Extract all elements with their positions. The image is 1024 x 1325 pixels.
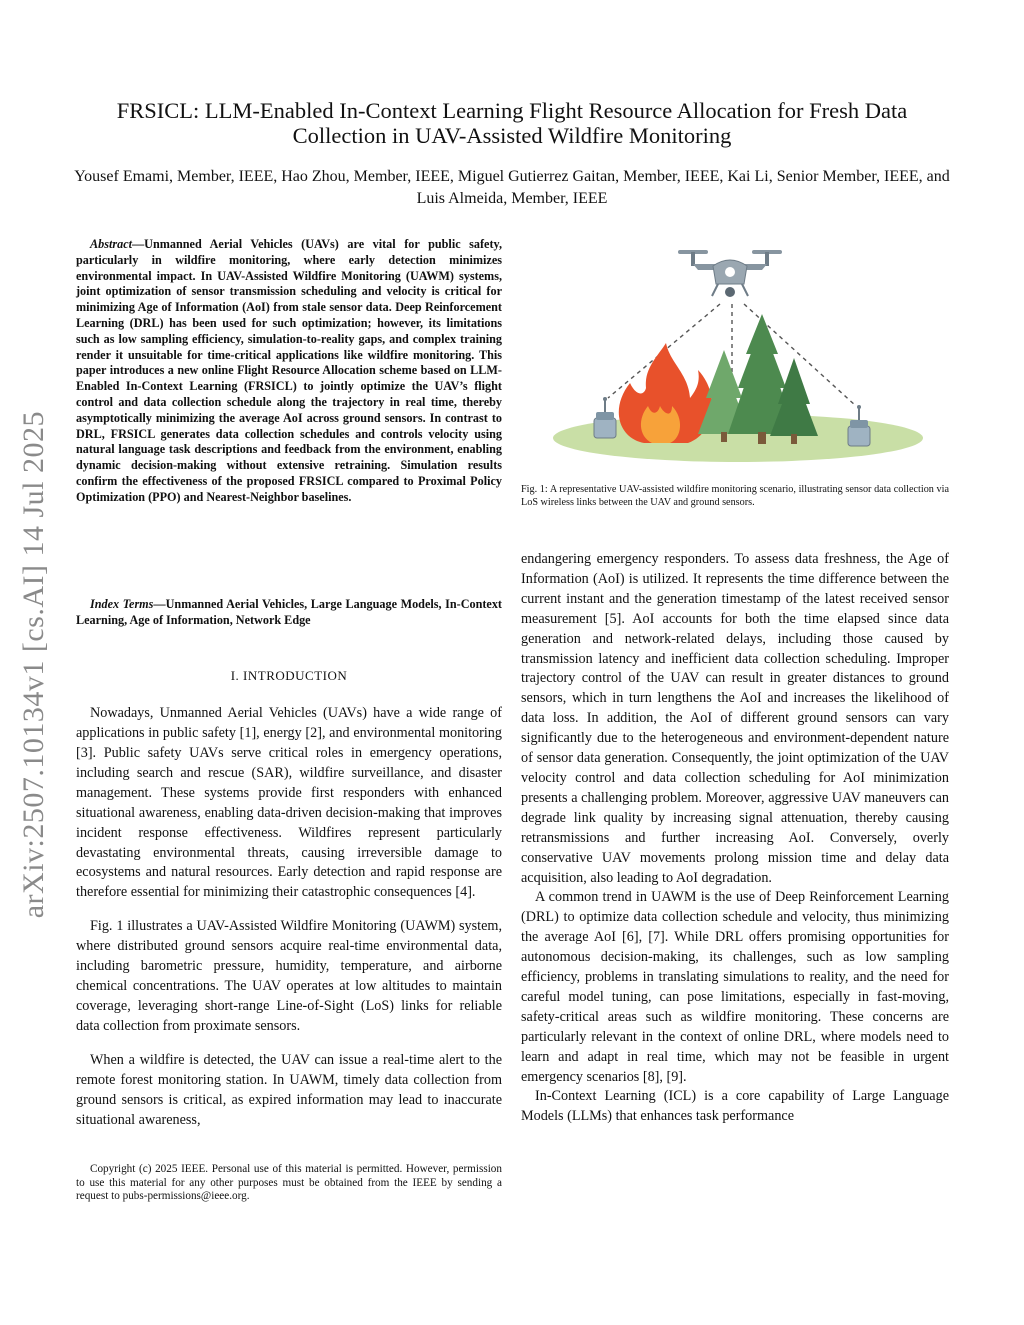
intro-paragraph-1: Nowadays, Unmanned Aerial Vehicles (UAVs) have a wide range of applications in public safety [1], energy [2], and environmental monitoring [3]. Public safety UAVs serve critical roles in emergency operations, including search and rescue (SAR), wildfire surveillance, and disaster management. These systems provide first responders with enhanced situational awareness, enabling data-driven decision-making that improves incident response effectiveness. Wildfires represent particularly devastating environmental threats, causing irreversible damage to ecosystems and natural resources. Early detection and rapid response are therefore essential for minimizing their catastrophic consequences [4]. — [76, 705, 502, 901]
index-terms-label: Index Terms — [90, 597, 154, 611]
ground-sensor-right-icon — [848, 405, 870, 446]
abstract — [76, 237, 502, 506]
pine-trees-icon — [698, 314, 818, 444]
section-heading-introduction: I. INTRODUCTION — [230, 668, 348, 683]
figure-1-illustration — [548, 238, 928, 470]
abstract-text: —Unmanned Aerial Vehicles (UAVs) are vital for public safety, particularly in wildfire monitoring, where early detection minimizes environmental impact. In UAV-Assisted Wildfire Monitoring (UAWM) systems, joint optimization of sensor transmission scheduling and velocity is critical for minimizing Age of Information (AoI) from stale sensor data. Deep Reinforcement Learning (DRL) has been used for such optimization; however, its limitations such as low sampling efficiency, simulation-to-reality gaps, and complex training render it unsuitable for time-critical applications like wildfire monitoring. This paper introduces a new online Flight Resource Allocation scheme based on LLM-Enabled In-Context Learning (FRSICL) to jointly optimize the UAV’s flight control and data collection schedule along the trajectory in real time, thereby asymptotically minimizing the average AoI across ground sensors. In contrast to DRL, FRSICL generates data collection schedules and controls velocity using natural language task descriptions and feedback from the environment, enabling dynamic decision-making without extensive retraining. Simulation results confirm the effectiveness of the proposed FRSICL compared to Proximal Policy Optimization (PPO) and Nearest-Neighbor baselines. — [76, 237, 502, 504]
index-terms-text: —Unmanned Aerial Vehicles, Large Language Models, In-Context Learning, Age of Information, Network Edge — [76, 597, 502, 627]
right-paragraph-2: A common trend in UAWM is the use of Deep Reinforcement Learning (DRL) to optimize data collection schedule and velocity, thus minimizing the average AoI [6], [7]. While DRL offers promising opportunities for autonomous decision-making, its challenges, such as low sampling efficiency, problems in translating simulations to reality, and the need for careful model tuning, can pose limitations, especially in fast-moving, safety-critical areas such as wildfire monitoring. These concerns are particularly relevant in the context of online DRL, where models need to learn and adapt in real time, which may not be feasible in urgent emergency scenarios [8], [9]. — [521, 889, 949, 1085]
arxiv-identifier — [14, 380, 54, 950]
copyright-notice: Copyright (c) 2025 IEEE. Personal use of this material is permitted. However, permission to use this material for any other purposes must be obtained from the IEEE by sending a request to pubs-permissions@ieee.org. — [76, 1163, 502, 1203]
uav-wildfire-scene — [548, 238, 928, 470]
paper-title: FRSICL: LLM-Enabled In-Context Learning Flight Resource Allocation for Fresh Data Collection in UAV-Assisted Wildfire Monitoring — [116, 98, 908, 148]
author-list: Yousef Emami, Member, IEEE, Hao Zhou, Member, IEEE, Miguel Gutierrez Gaitan, Member, IEEE, Kai Li, Senior Member, IEEE, and Luis Almeida, Member, IEEE — [74, 168, 950, 207]
uav-drone-icon — [678, 250, 782, 297]
ground-sensor-left-icon — [594, 397, 616, 438]
introduction-body — [76, 690, 502, 1145]
right-paragraph-1: endangering emergency responders. To assess data freshness, the Age of Information (AoI) is utilized. It represents the time difference between the current instant and the generation timestamp of the latest received sensor measurement [5]. AoI accounts for both the time elapsed since data generation and network-related delays, including those caused by transmission latency and inefficient data collection scheduling. Improper trajectory control of the UAV can result in greater distances to ground sensors, which in turn lengthens the AoI and increases the likelihood of data loss. In addition, the AoI of different ground sensors can vary significantly due to the heterogeneous and environment-dependent nature of sensor data generation. Consequently, the joint optimization of the UAV velocity control and data collection scheduling for AoI minimization presents a challenging problem. Moreover, aggressive UAV maneuvers can degrade link quality by increasing signal attenuation, thereby causing retransmissions and further increasing AoI. Conversely, overly conservative UAV movements prolong mission time and delay data acquisition, also leading to AoI degradation. — [521, 551, 949, 886]
abstract-label: Abstract — [90, 237, 132, 251]
intro-paragraph-3: When a wildfire is detected, the UAV can issue a real-time alert to the remote forest monitoring station. In UAWM, timely data collection from ground sensors is critical, as expired information may lead to inaccurate situational awareness, — [76, 1052, 502, 1128]
figure-1-caption: Fig. 1: A representative UAV-assisted wildfire monitoring scenario, illustrating sensor data collection via LoS wireless links between the UAV and ground sensors. — [521, 484, 949, 509]
intro-paragraph-2: Fig. 1 illustrates a UAV-Assisted Wildfire Monitoring (UAWM) system, where distributed ground sensors acquire real-time environmental data, including barometric pressure, humidity, temperature, and airborne chemical concentrations. The UAV operates at low altitudes to maintain coverage, leveraging short-range Line-of-Sight (LoS) links for reliable data collection from proximate sensors. — [76, 918, 502, 1034]
introduction-body-continued — [521, 550, 949, 1127]
index-terms — [76, 597, 502, 629]
fire-flame-icon — [619, 343, 712, 443]
arxiv-id-text: arXiv:2507.10134v1 [cs.AI] 14 Jul 2025 — [17, 411, 50, 919]
right-paragraph-3: In-Context Learning (ICL) is a core capability of Large Language Models (LLMs) that enhances task performance — [521, 1088, 949, 1125]
